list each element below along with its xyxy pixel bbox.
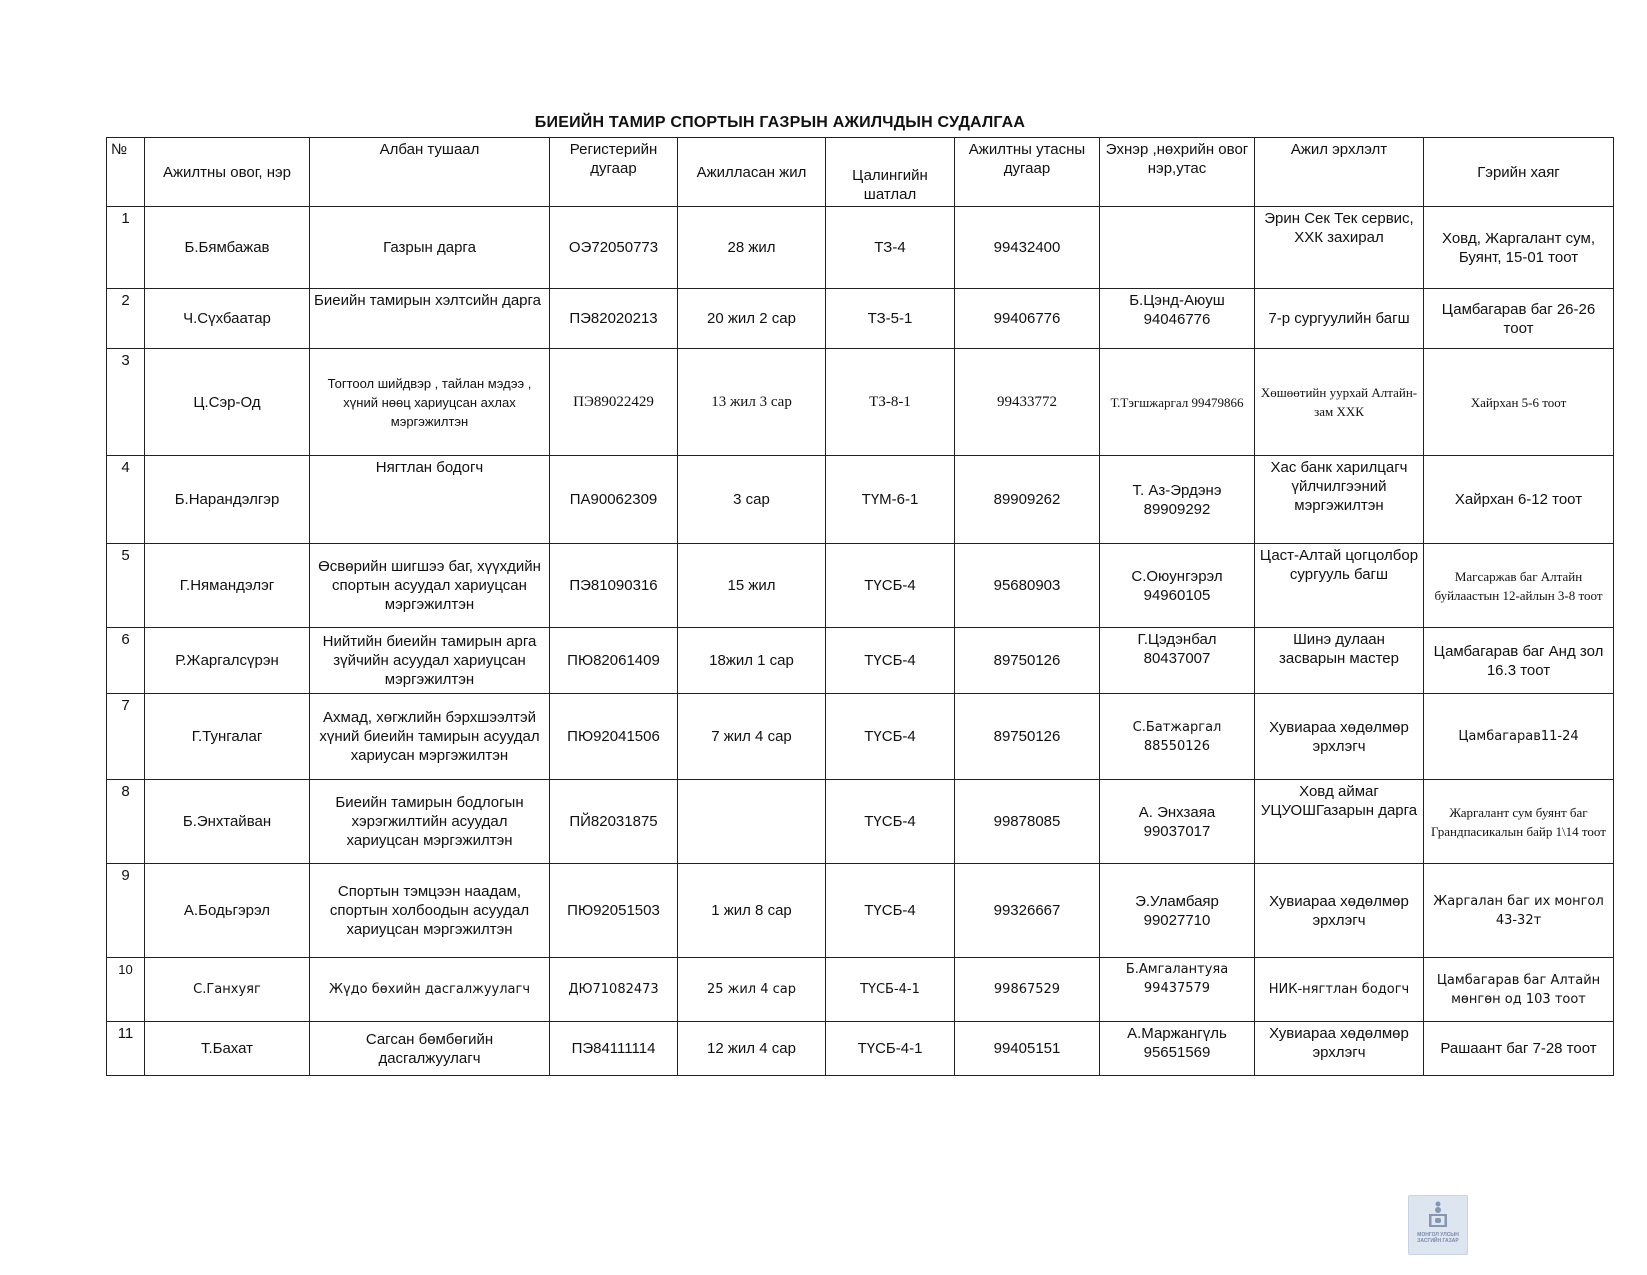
header-name: Ажилтны овог, нэр <box>145 138 310 207</box>
header-phone: Ажилтны утасны дугаар <box>955 138 1100 207</box>
employee-position: Өсвөрийн шигшээ баг, хүүхдийн спортын асуудал хариуцсан мэргэжилтэн <box>310 544 550 628</box>
home-address: Цамбагарав баг Алтайн мөнгөн од 103 тоот <box>1424 958 1614 1022</box>
spouse-info: Т. Аз-Эрдэнэ 89909292 <box>1100 456 1255 544</box>
header-no: № <box>107 138 145 207</box>
employee-name: Б.Энхтайван <box>145 780 310 864</box>
register-number: ПЭ84111114 <box>550 1022 678 1076</box>
employee-position: Биеийн тамирын хэлтсийн дарга <box>310 289 550 349</box>
spouse-info: А. Энхзаяа 99037017 <box>1100 780 1255 864</box>
employee-survey-table <box>106 137 1614 1076</box>
spouse-job: НИК-нягтлан бодогч <box>1255 958 1424 1022</box>
register-number: ПЙ82031875 <box>550 780 678 864</box>
spouse-job: Хөшөөтийн уурхай Алтайн-зам ХХК <box>1255 349 1424 456</box>
years-worked: 13 жил 3 сар <box>678 349 826 456</box>
spouse-job: Хувиараа хөдөлмөр эрхлэгч <box>1255 694 1424 780</box>
spouse-job: Ховд аймаг УЦУОШГазарын дарга <box>1255 780 1424 864</box>
spouse-info: Т.Тэгшжаргал 99479866 <box>1100 349 1255 456</box>
years-worked: 7 жил 4 сар <box>678 694 826 780</box>
soyombo-emblem-icon <box>1423 1200 1453 1230</box>
employee-name: Б.Нарандэлгэр <box>145 456 310 544</box>
spouse-info: А.Маржангүль 95651569 <box>1100 1022 1255 1076</box>
spouse-info <box>1100 207 1255 289</box>
spouse-job: Хувиараа хөдөлмөр эрхлэгч <box>1255 1022 1424 1076</box>
spouse-info: Б.Цэнд-Аюуш 94046776 <box>1100 289 1255 349</box>
header-register: Регистерийн дугаар <box>550 138 678 207</box>
years-worked: 28 жил <box>678 207 826 289</box>
header-spouse-job: Ажил эрхлэлт <box>1255 138 1424 207</box>
row-number: 5 <box>107 544 145 628</box>
spouse-job: Шинэ дулаан засварын мастер <box>1255 628 1424 694</box>
register-number: ПЮ92041506 <box>550 694 678 780</box>
employee-phone: 99433772 <box>955 349 1100 456</box>
row-number: 10 <box>107 958 145 1022</box>
table-row <box>107 349 1614 456</box>
home-address: Магсаржав баг Алтайн буйлаастын 12-айлын 3-8 тоот <box>1424 544 1614 628</box>
table-row <box>107 694 1614 780</box>
table-row <box>107 958 1614 1022</box>
employee-phone: 99432400 <box>955 207 1100 289</box>
salary-grade: ТЗ-8-1 <box>826 349 955 456</box>
employee-phone: 99878085 <box>955 780 1100 864</box>
header-spouse: Эхнэр ,нөхрийн овог нэр,утас <box>1100 138 1255 207</box>
employee-name: Ц.Сэр-Од <box>145 349 310 456</box>
row-number: 3 <box>107 349 145 456</box>
salary-grade: ТЗ-4 <box>826 207 955 289</box>
register-number: ОЭ72050773 <box>550 207 678 289</box>
header-years: Ажилласан жил <box>678 138 826 207</box>
employee-phone: 99326667 <box>955 864 1100 958</box>
years-worked: 25 жил 4 сар <box>678 958 826 1022</box>
register-number: ПЮ92051503 <box>550 864 678 958</box>
home-address: Цамбагарав11-24 <box>1424 694 1614 780</box>
employee-name: Г.Тунгалаг <box>145 694 310 780</box>
header-position: Албан тушаал <box>310 138 550 207</box>
years-worked: 15 жил <box>678 544 826 628</box>
home-address: Хайрхан 6-12 тоот <box>1424 456 1614 544</box>
spouse-info: Э.Уламбаяр 99027710 <box>1100 864 1255 958</box>
employee-position: Спортын тэмцээн наадам, спортын холбоодын асуудал хариуцсан мэргэжилтэн <box>310 864 550 958</box>
employee-name: А.Бодьгэрэл <box>145 864 310 958</box>
spouse-info: С.Оюунгэрэл 94960105 <box>1100 544 1255 628</box>
register-number: ПЭ81090316 <box>550 544 678 628</box>
government-logo <box>1408 1195 1468 1255</box>
row-number: 9 <box>107 864 145 958</box>
table-row <box>107 289 1614 349</box>
employee-position: Жүдо бөхийн дасгалжуулагч <box>310 958 550 1022</box>
years-worked: 1 жил 8 сар <box>678 864 826 958</box>
employee-name: С.Ганхуяг <box>145 958 310 1022</box>
years-worked <box>678 780 826 864</box>
employee-position: Нягтлан бодогч <box>310 456 550 544</box>
row-number: 7 <box>107 694 145 780</box>
table-row <box>107 780 1614 864</box>
salary-grade: ТҮСБ-4 <box>826 628 955 694</box>
spouse-info: Г.Цэдэнбал 80437007 <box>1100 628 1255 694</box>
row-number: 1 <box>107 207 145 289</box>
register-number: ПЮ82061409 <box>550 628 678 694</box>
table-row <box>107 207 1614 289</box>
register-number: ПЭ82020213 <box>550 289 678 349</box>
employee-position: Биеийн тамирын бодлогын хэрэгжилтийн асуудал хариуцсан мэргэжилтэн <box>310 780 550 864</box>
salary-grade: ТҮСБ-4 <box>826 694 955 780</box>
employee-phone: 89909262 <box>955 456 1100 544</box>
spouse-info: С.Батжаргал 88550126 <box>1100 694 1255 780</box>
row-number: 11 <box>107 1022 145 1076</box>
home-address: Жаргалан баг их монгол 43-32т <box>1424 864 1614 958</box>
table-row <box>107 628 1614 694</box>
employee-position: Газрын дарга <box>310 207 550 289</box>
spouse-job: Хас банк харилцагч үйлчилгээний мэргэжилтэн <box>1255 456 1424 544</box>
salary-grade: ТҮСБ-4 <box>826 544 955 628</box>
home-address: Рашаант баг 7-28 тоот <box>1424 1022 1614 1076</box>
employee-phone: 89750126 <box>955 694 1100 780</box>
employee-name: Б.Бямбажав <box>145 207 310 289</box>
table-row <box>107 1022 1614 1076</box>
home-address: Хайрхан 5-6 тоот <box>1424 349 1614 456</box>
employee-position: Сагсан бөмбөгийн дасгалжуулагч <box>310 1022 550 1076</box>
years-worked: 12 жил 4 сар <box>678 1022 826 1076</box>
employee-phone: 99405151 <box>955 1022 1100 1076</box>
years-worked: 18жил 1 сар <box>678 628 826 694</box>
employee-name: Г.Нямандэлэг <box>145 544 310 628</box>
row-number: 8 <box>107 780 145 864</box>
row-number: 6 <box>107 628 145 694</box>
salary-grade: ТҮМ-6-1 <box>826 456 955 544</box>
home-address: Цамбагарав баг Анд зол 16.3 тоот <box>1424 628 1614 694</box>
logo-caption: МОНГОЛ УЛСЫН ЗАСГИЙН ГАЗАР <box>1417 1232 1459 1244</box>
home-address: Цамбагарав баг 26-26 тоот <box>1424 289 1614 349</box>
salary-grade: ТҮСБ-4 <box>826 864 955 958</box>
employee-name: Р.Жаргалсүрэн <box>145 628 310 694</box>
table-row <box>107 864 1614 958</box>
employee-position: Ахмад, хөгжлийн бэрхшээлтэй хүний биеийн тамирын асуудал хариусан мэргэжилтэн <box>310 694 550 780</box>
salary-grade: ТҮСБ-4-1 <box>826 1022 955 1076</box>
home-address: Ховд, Жаргалант сум, Буянт, 15-01 тоот <box>1424 207 1614 289</box>
employee-phone: 89750126 <box>955 628 1100 694</box>
years-worked: 20 жил 2 сар <box>678 289 826 349</box>
salary-grade: ТЗ-5-1 <box>826 289 955 349</box>
row-number: 4 <box>107 456 145 544</box>
employee-phone: 99406776 <box>955 289 1100 349</box>
salary-grade: ТҮСБ-4 <box>826 780 955 864</box>
employee-position: Нийтийн биеийн тамирын арга зүйчийн асуудал хариуцсан мэргэжилтэн <box>310 628 550 694</box>
table-row <box>107 456 1614 544</box>
row-number: 2 <box>107 289 145 349</box>
register-number: ПА90062309 <box>550 456 678 544</box>
header-salary: Цалингийн шатлал <box>826 138 955 207</box>
header-address: Гэрийн хаяг <box>1424 138 1614 207</box>
spouse-job: Эрин Сек Тек сервис, ХХК захирал <box>1255 207 1424 289</box>
salary-grade: ТҮСБ-4-1 <box>826 958 955 1022</box>
document-title: БИЕИЙН ТАМИР СПОРТЫН ГАЗРЫН АЖИЛЧДЫН СУДАЛГАА <box>534 114 1026 131</box>
employee-phone: 99867529 <box>955 958 1100 1022</box>
home-address: Жаргалант сум буянт баг Грандпасикалын байр 1\14 тоот <box>1424 780 1614 864</box>
employee-name: Ч.Сүхбаатар <box>145 289 310 349</box>
employee-position: Тогтоол шийдвэр , тайлан мэдээ , хүний нөөц хариуцсан ахлах мэргэжилтэн <box>310 349 550 456</box>
spouse-info: Б.Амгалантуяа 99437579 <box>1100 958 1255 1022</box>
register-number: ДЮ71082473 <box>550 958 678 1022</box>
employee-name: Т.Бахат <box>145 1022 310 1076</box>
spouse-job: 7-р сургуулийн багш <box>1255 289 1424 349</box>
employee-phone: 95680903 <box>955 544 1100 628</box>
register-number: ПЭ89022429 <box>550 349 678 456</box>
header-row <box>107 138 1614 207</box>
spouse-job: Хувиараа хөдөлмөр эрхлэгч <box>1255 864 1424 958</box>
spouse-job: Цаст-Алтай цогцолбор сургууль багш <box>1255 544 1424 628</box>
table-row <box>107 544 1614 628</box>
years-worked: 3 сар <box>678 456 826 544</box>
